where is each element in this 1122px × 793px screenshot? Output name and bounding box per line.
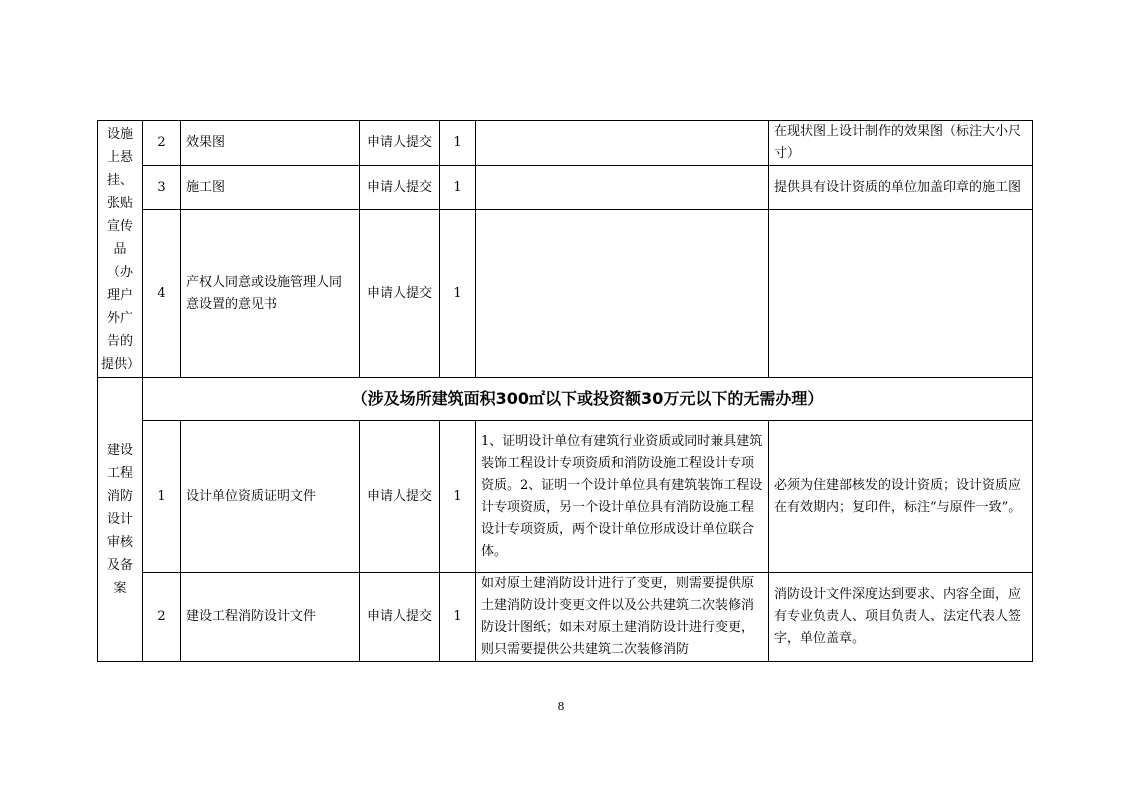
row-number: 1 xyxy=(143,421,181,573)
row-number: 2 xyxy=(143,573,181,662)
section-heading: （涉及场所建筑面积300㎡以下或投资额30万元以下的无需办理） xyxy=(143,378,1033,421)
material-detail xyxy=(476,121,769,166)
material-quantity: 1 xyxy=(440,573,476,662)
material-quantity: 1 xyxy=(440,421,476,573)
material-quantity: 1 xyxy=(440,210,476,378)
row-number: 2 xyxy=(143,121,181,166)
row-number: 4 xyxy=(143,210,181,378)
material-note: 消防设计文件深度达到要求、内容全面，应有专业负责人、项目负责人、法定代表人签字，单位盖章。 xyxy=(769,573,1033,662)
material-detail: 如对原土建消防设计进行了变更，则需要提供原土建消防设计变更文件以及公共建筑二次装修消防设计图纸；如未对原土建消防设计进行变更，则只需要提供公共建筑二次装修消防 xyxy=(476,573,769,662)
material-name: 效果图 xyxy=(181,121,360,166)
material-source: 申请人提交 xyxy=(360,421,440,573)
material-detail xyxy=(476,210,769,378)
material-detail xyxy=(476,166,769,210)
table-row xyxy=(98,121,1033,166)
materials-table xyxy=(97,120,1033,662)
table-row xyxy=(98,166,1033,210)
material-note xyxy=(769,210,1033,378)
material-name: 设计单位资质证明文件 xyxy=(181,421,360,573)
material-source: 申请人提交 xyxy=(360,210,440,378)
table-row xyxy=(98,573,1033,662)
material-name: 建设工程消防设计文件 xyxy=(181,573,360,662)
material-note: 必须为住建部核发的设计资质；设计资质应在有效期内；复印件，标注“与原件一致”。 xyxy=(769,421,1033,573)
material-quantity: 1 xyxy=(440,166,476,210)
table-row xyxy=(98,421,1033,573)
material-note: 在现状图上设计制作的效果图（标注大小尺寸） xyxy=(769,121,1033,166)
category-cell: 建设工程消防设计审核及备案 xyxy=(98,378,143,662)
material-source: 申请人提交 xyxy=(360,573,440,662)
material-detail: 1、证明设计单位有建筑行业资质或同时兼具建筑装饰工程设计专项资质和消防设施工程设计专项资质。2、证明一个设计单位具有建筑装饰工程设计专项资质，另一个设计单位具有消防设施工程设计专项资质，两个设计单位形成设计单位联合体。 xyxy=(476,421,769,573)
section-heading-row xyxy=(98,378,1033,421)
row-number: 3 xyxy=(143,166,181,210)
category-cell: 设施上悬挂、张贴宣传品（办理户外广告的提供） xyxy=(98,121,143,378)
material-source: 申请人提交 xyxy=(360,121,440,166)
table-row xyxy=(98,210,1033,378)
material-source: 申请人提交 xyxy=(360,166,440,210)
material-name: 施工图 xyxy=(181,166,360,210)
material-quantity: 1 xyxy=(440,121,476,166)
material-name: 产权人同意或设施管理人同意设置的意见书 xyxy=(181,210,360,378)
page-number: 8 xyxy=(557,700,565,713)
material-note: 提供具有设计资质的单位加盖印章的施工图 xyxy=(769,166,1033,210)
